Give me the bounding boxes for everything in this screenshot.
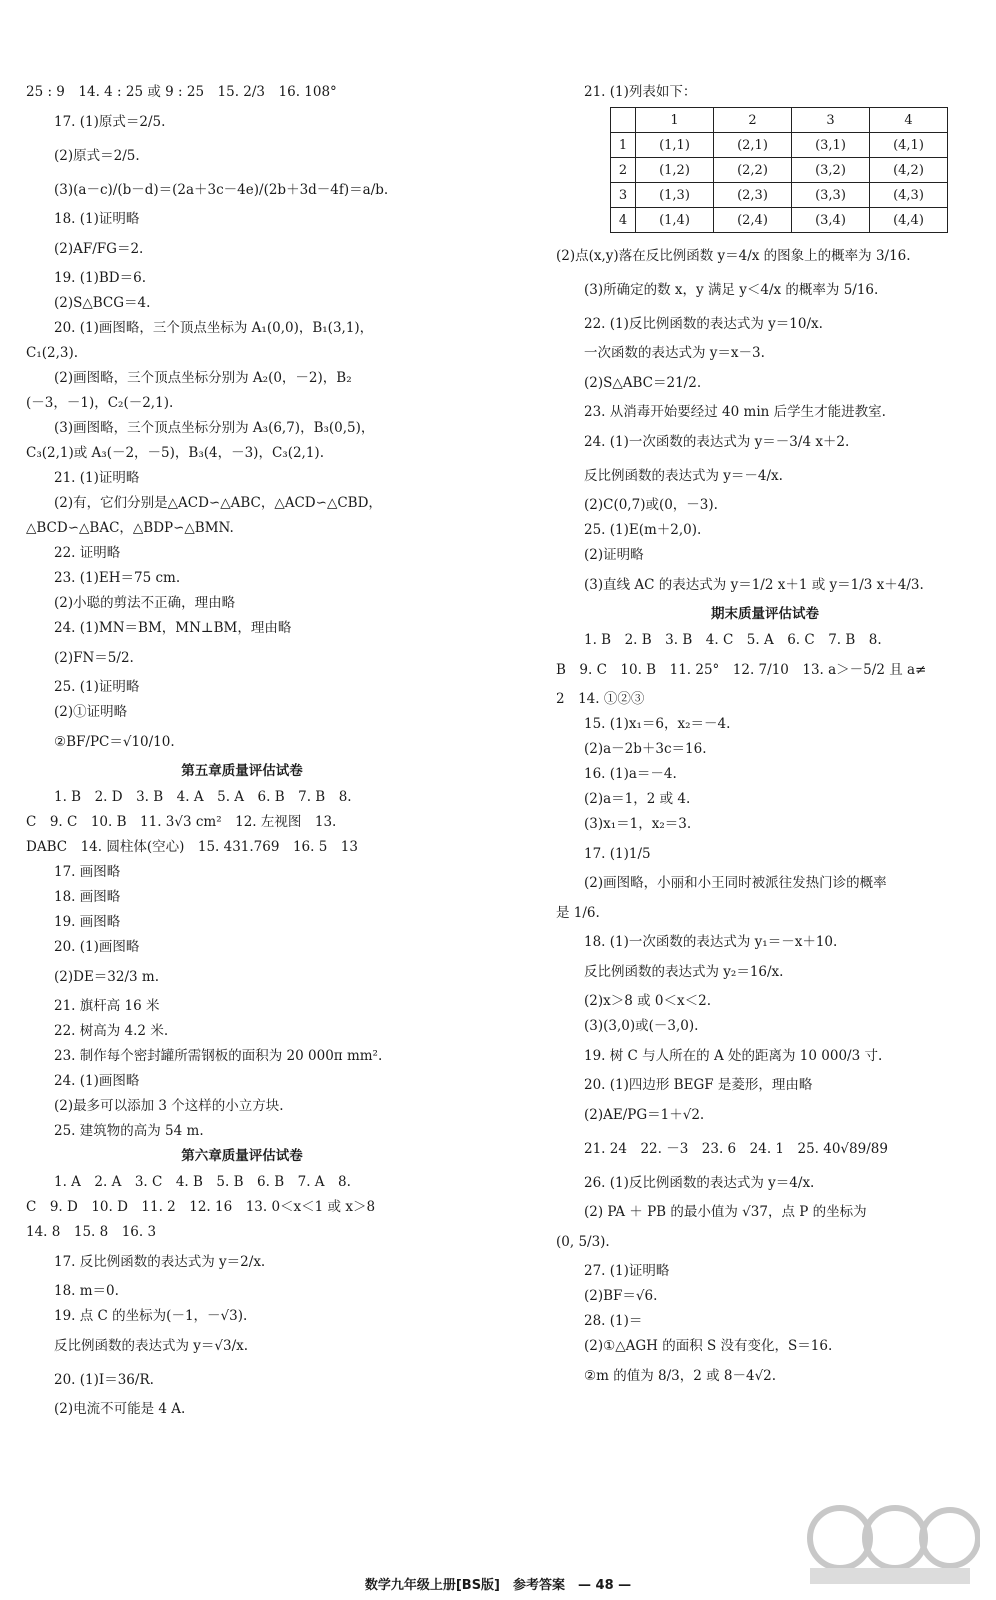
- answer-line: C 9. C 10. B 11. 3√3 cm² 12. 左视图 13.: [26, 814, 337, 830]
- answer-line: 27. (1)证明略: [584, 1263, 670, 1279]
- answer-line: 20. (1)画图略: [54, 939, 140, 955]
- answer-line: (3)x₁＝1，x₂＝3.: [584, 816, 692, 832]
- answer-line: (3)所确定的数 x，y 满足 y＜4/x 的概率为 5/16.: [584, 282, 879, 298]
- answer-line: (2)AE/PG＝1＋√2.: [584, 1107, 705, 1123]
- answer-line: 18. m＝0.: [54, 1283, 119, 1299]
- table-row: [611, 183, 948, 208]
- answer-line: 17. (1)原式＝2/5.: [54, 114, 166, 130]
- answer-line: (2)有，它们分别是△ACD∽△ABC，△ACD∽△CBD，: [54, 495, 382, 511]
- answer-line: 25 : 9 14. 4 : 25 或 9 : 25 15. 2/3 16. 108°: [26, 84, 337, 100]
- table-row: [611, 158, 948, 183]
- section-heading: 第五章质量评估试卷: [181, 763, 303, 779]
- answer-line: 17. 画图略: [54, 864, 121, 880]
- table-cell: (3,3): [792, 183, 870, 208]
- answer-line: 24. (1)MN＝BM，MN⊥BM，理由略: [54, 620, 292, 636]
- answer-line: (2)C(0,7)或(0，－3).: [584, 497, 718, 513]
- answer-line: (2)x＞8 或 0＜x＜2.: [584, 993, 711, 1009]
- answer-line: 是 1/6.: [556, 905, 600, 921]
- answer-line: 19. 点 C 的坐标为(－1，－√3).: [54, 1308, 248, 1324]
- table-cell: (4,1): [870, 133, 948, 158]
- table-cell: 2: [611, 158, 636, 183]
- answer-line: 21. (1)列表如下：: [584, 84, 697, 100]
- answer-line: 19. 树 C 与人所在的 A 处的距离为 10 000/3 寸.: [584, 1048, 883, 1064]
- table-cell: (4,4): [870, 208, 948, 233]
- answer-line: 20. (1)画图略，三个顶点坐标为 A₁(0,0)，B₁(3,1)，: [54, 320, 374, 336]
- answer-line: (2)AF/FG＝2.: [54, 241, 144, 257]
- answer-line: 1. A 2. A 3. C 4. B 5. B 6. B 7. A 8.: [54, 1174, 351, 1190]
- answer-line: 25. 建筑物的高为 54 m.: [54, 1123, 204, 1139]
- answer-line: 21. 旗杆高 16 米: [54, 998, 160, 1014]
- answer-line: (2)画图略，小丽和小王同时被派往发热门诊的概率: [584, 875, 887, 891]
- answer-line: (－3，－1)，C₂(－2,1).: [26, 395, 174, 411]
- answer-line: (2)①证明略: [54, 704, 128, 720]
- answer-line: (2)点(x,y)落在反比例函数 y＝4/x 的图象上的概率为 3/16.: [556, 248, 911, 264]
- section-heading: 期末质量评估试卷: [711, 606, 819, 622]
- table-cell: (1,4): [636, 208, 714, 233]
- answer-line: (3)画图略，三个顶点坐标分别为 A₃(6,7)，B₃(0,5)，: [54, 420, 375, 436]
- answer-line: 18. (1)证明略: [54, 211, 140, 227]
- answer-line: C₁(2,3).: [26, 345, 79, 361]
- answer-line: (3)(3,0)或(－3,0).: [584, 1018, 699, 1034]
- answer-line: 17. 反比例函数的表达式为 y＝2/x.: [54, 1254, 266, 1270]
- answer-line: (2)DE＝32/3 m.: [54, 969, 160, 985]
- answer-line: 18. (1)一次函数的表达式为 y₁＝－x＋10.: [584, 934, 838, 950]
- table-cell: 4: [870, 108, 948, 133]
- table-cell: (3,2): [792, 158, 870, 183]
- answer-line: 22. 树高为 4.2 米.: [54, 1023, 169, 1039]
- answer-line: 21. 24 22. －3 23. 6 24. 1 25. 40√89/89: [584, 1141, 888, 1157]
- answer-line: 14. 8 15. 8 16. 3: [26, 1224, 157, 1240]
- answer-line: B 9. C 10. B 11. 25° 12. 7/10 13. a＞－5/2 且 a≠: [556, 662, 927, 678]
- answer-line: ②BF/PC＝√10/10.: [54, 734, 175, 750]
- table-cell: 2: [714, 108, 792, 133]
- right-answer-column: [556, 82, 974, 1395]
- answer-line: (2) PA ＋ PB 的最小值为 √37，点 P 的坐标为: [584, 1204, 867, 1220]
- answer-line: (0, 5/3).: [556, 1234, 610, 1250]
- answer-line: 21. (1)证明略: [54, 470, 140, 486]
- answer-line: 反比例函数的表达式为 y＝－4/x.: [584, 468, 783, 484]
- left-answer-column: [26, 82, 458, 1424]
- right-lines: [556, 241, 974, 1391]
- answer-line: 反比例函数的表达式为 y＝√3/x.: [54, 1338, 249, 1354]
- answer-line: 23. 制作每个密封罐所需钢板的面积为 20 000π mm².: [54, 1048, 383, 1064]
- table-row: [611, 208, 948, 233]
- answer-line: ②m 的值为 8/3，2 或 8－4√2.: [584, 1368, 777, 1384]
- answer-line: 25. (1)证明略: [54, 679, 140, 695]
- table-cell: (3,1): [792, 133, 870, 158]
- answer-line: (3)(a－c)/(b－d)＝(2a＋3c－4e)/(2b＋3d－4f)＝a/b.: [54, 182, 389, 198]
- answer-line: 26. (1)反比例函数的表达式为 y＝4/x.: [584, 1175, 815, 1191]
- answer-table: [610, 107, 948, 233]
- answer-line: (2)BF＝√6.: [584, 1288, 658, 1304]
- section-heading: 第六章质量评估试卷: [181, 1148, 303, 1164]
- watermark-logo-icon: [800, 1498, 980, 1588]
- table-cell: (1,1): [636, 133, 714, 158]
- table-cell: 4: [611, 208, 636, 233]
- answer-line: 2 14. ①②③: [556, 691, 645, 707]
- answer-line: 20. (1)四边形 BEGF 是菱形，理由略: [584, 1077, 813, 1093]
- answer-line: (2)S△ABC＝21/2.: [584, 375, 702, 391]
- answer-line: (3)直线 AC 的表达式为 y＝1/2 x＋1 或 y＝1/3 x＋4/3.: [584, 577, 924, 593]
- answer-line: 22. 证明略: [54, 545, 121, 561]
- answer-line: 19. 画图略: [54, 914, 121, 930]
- answer-line: 16. (1)a＝－4.: [584, 766, 677, 782]
- page-footer: 数学九年级上册[BS版] 参考答案 — 48 —: [364, 1578, 632, 1593]
- answer-line: 一次函数的表达式为 y＝x－3.: [584, 345, 765, 361]
- table-cell: (2,2): [714, 158, 792, 183]
- table-cell: 3: [792, 108, 870, 133]
- answer-line: 22. (1)反比例函数的表达式为 y＝10/x.: [584, 316, 823, 332]
- answer-line: DABC 14. 圆柱体(空心) 15. 431.769 16. 5 13: [26, 839, 358, 855]
- answer-line: (2)FN＝5/2.: [54, 650, 134, 666]
- answer-line: 反比例函数的表达式为 y₂＝16/x.: [584, 964, 784, 980]
- answer-line: (2)①△AGH 的面积 S 没有变化，S＝16.: [584, 1338, 833, 1354]
- answer-line: (2)a－2b＋3c＝16.: [584, 741, 707, 757]
- answer-line: 1. B 2. D 3. B 4. A 5. A 6. B 7. B 8.: [54, 789, 352, 805]
- table-cell: (2,4): [714, 208, 792, 233]
- table-cell: (3,4): [792, 208, 870, 233]
- table-cell: (2,3): [714, 183, 792, 208]
- answer-line: 17. (1)1/5: [584, 846, 651, 862]
- answer-line: 18. 画图略: [54, 889, 121, 905]
- answer-line: (2)a＝1，2 或 4.: [584, 791, 691, 807]
- answer-line: 19. (1)BD＝6.: [54, 270, 147, 286]
- table-cell: 3: [611, 183, 636, 208]
- answer-line: 1. B 2. B 3. B 4. C 5. A 6. C 7. B 8.: [584, 632, 882, 648]
- answer-line: 15. (1)x₁＝6，x₂＝－4.: [584, 716, 731, 732]
- answer-line: 23. 从消毒开始要经过 40 min 后学生才能进教室.: [584, 404, 886, 420]
- answer-line: 23. (1)EH＝75 cm.: [54, 570, 181, 586]
- table-header-row: [611, 108, 948, 133]
- answer-line: (2)画图略，三个顶点坐标分别为 A₂(0，－2)，B₂: [54, 370, 352, 386]
- answer-line: (2)S△BCG＝4.: [54, 295, 151, 311]
- answer-line: 28. (1)＝: [584, 1313, 643, 1329]
- table-row: [611, 133, 948, 158]
- table-cell: (1,3): [636, 183, 714, 208]
- answer-line: 25. (1)E(m＋2,0).: [584, 522, 702, 538]
- answer-line: △BCD∽△BAC，△BDP∽△BMN.: [26, 520, 234, 536]
- table-cell: (4,3): [870, 183, 948, 208]
- answer-line: 20. (1)I＝36/R.: [54, 1372, 154, 1388]
- answer-line: (2)电流不可能是 4 A.: [54, 1401, 186, 1417]
- answer-line: 24. (1)画图略: [54, 1073, 140, 1089]
- table-cell: [611, 108, 636, 133]
- table-cell: (4,2): [870, 158, 948, 183]
- answer-line: C₃(2,1)或 A₃(－2，－5)，B₃(4，－3)，C₃(2,1).: [26, 445, 324, 461]
- table-cell: 1: [636, 108, 714, 133]
- right-top-lines: [556, 82, 974, 102]
- answer-line: (2)证明略: [584, 547, 644, 563]
- table-cell: (1,2): [636, 158, 714, 183]
- table-cell: 1: [611, 133, 636, 158]
- table-cell: (2,1): [714, 133, 792, 158]
- answer-line: (2)最多可以添加 3 个这样的小立方块.: [54, 1098, 284, 1114]
- answer-line: (2)原式＝2/5.: [54, 148, 140, 164]
- answer-line: (2)小聪的剪法不正确，理由略: [54, 595, 236, 611]
- answer-line: 24. (1)一次函数的表达式为 y＝－3/4 x＋2.: [584, 434, 850, 450]
- answer-line: C 9. D 10. D 11. 2 12. 16 13. 0＜x＜1 或 x＞8: [26, 1199, 376, 1215]
